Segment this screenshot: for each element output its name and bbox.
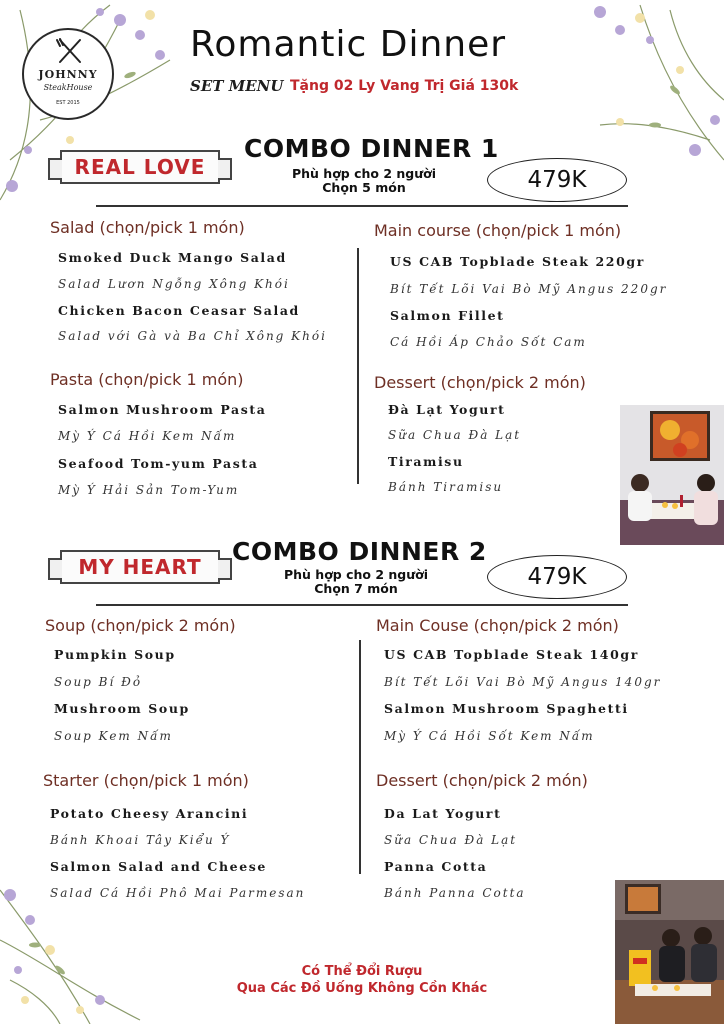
menu-item-vi: Mỳ Ý Hải Sản Tom-Yum: [58, 483, 240, 497]
menu-item-name: Salmon Mushroom Pasta: [58, 402, 267, 417]
combo2-choose: Chọn 7 món: [314, 581, 398, 596]
combo1-choose: Chọn 5 món: [322, 180, 406, 195]
menu-item-name: Đà Lạt Yogurt: [388, 402, 506, 417]
menu-item-vi: Salad Cá Hồi Phô Mai Parmesan: [50, 886, 306, 900]
menu-item-name: Pumpkin Soup: [54, 647, 176, 662]
combo2-main-heading: Main Couse (chọn/pick 2 món): [376, 616, 619, 635]
combo1-title: COMBO DINNER 1: [244, 134, 499, 163]
combo1-subtitle: [264, 167, 464, 195]
gift-offer: Tặng 02 Ly Vang Trị Giá 130k: [290, 78, 519, 94]
couple-dinner-photo: [615, 880, 724, 1024]
divider: [96, 604, 628, 606]
combo1-pasta-heading: Pasta (chọn/pick 1 món): [50, 370, 244, 389]
menu-item-name: US CAB Topblade Steak 220gr: [390, 254, 645, 269]
banner-my-heart: MY HEART: [60, 550, 220, 584]
combo2-title: COMBO DINNER 2: [232, 537, 487, 566]
logo-script: SteakHouse: [43, 83, 93, 92]
combo2-soup-heading: Soup (chọn/pick 2 món): [45, 616, 236, 635]
combo1-main-heading: Main course (chọn/pick 1 món): [374, 221, 622, 240]
combo2-price: 479K: [487, 555, 627, 599]
menu-item-name: Seafood Tom-yum Pasta: [58, 456, 259, 471]
footer-note-line2: Qua Các Đồ Uống Không Cồn Khác: [236, 981, 488, 996]
combo1-dessert-heading: Dessert (chọn/pick 2 món): [374, 373, 586, 392]
combo2-starter-heading: Starter (chọn/pick 1 món): [43, 771, 249, 790]
combo1-salad-heading: Salad (chọn/pick 1 món): [50, 218, 245, 237]
menu-item-name: Salmon Fillet: [390, 308, 505, 323]
menu-item-vi: Bánh Tiramisu: [388, 480, 504, 494]
menu-item-vi: Sữa Chua Đà Lạt: [388, 428, 522, 442]
menu-item-vi: Bít Tết Lõi Vai Bò Mỹ Angus 140gr: [384, 675, 662, 689]
footer-note: [0, 963, 724, 997]
menu-item-vi: Mỳ Ý Cá Hồi Kem Nấm: [58, 429, 237, 443]
menu-item-name: Salmon Salad and Cheese: [50, 859, 267, 874]
menu-item-name: US CAB Topblade Steak 140gr: [384, 647, 639, 662]
menu-item-name: Panna Cotta: [384, 859, 488, 874]
divider: [96, 205, 628, 207]
menu-item-vi: Bánh Khoai Tây Kiểu Ý: [50, 833, 231, 847]
footer-note-line1: Có Thể Đổi Rượu: [301, 964, 423, 979]
logo-brand: JOHNNY: [38, 68, 98, 81]
column-divider: [357, 248, 359, 484]
menu-item-vi: Salad với Gà và Ba Chỉ Xông Khói: [58, 329, 327, 343]
combo2-people: Phù hợp cho 2 người: [283, 567, 428, 582]
menu-item-vi: Soup Kem Nấm: [54, 729, 173, 743]
menu-item-vi: Soup Bí Đỏ: [54, 675, 143, 689]
column-divider: [359, 640, 361, 874]
set-menu-label: SET MENU: [190, 77, 284, 95]
menu-item-vi: Bít Tết Lõi Vai Bò Mỹ Angus 220gr: [390, 282, 668, 296]
menu-item-vi: Sữa Chua Đà Lạt: [384, 833, 518, 847]
floral-decoration-top-right: [580, 0, 724, 170]
logo-est: EST 2015: [56, 100, 80, 106]
banner-real-love: REAL LOVE: [60, 150, 220, 184]
menu-item-vi: Cá Hồi Áp Chảo Sốt Cam: [390, 335, 587, 349]
johnny-steakhouse-logo: [22, 28, 114, 120]
combo2-dessert-heading: Dessert (chọn/pick 2 món): [376, 771, 588, 790]
menu-item-name: Tiramisu: [388, 454, 464, 469]
fork-knife-icon: [24, 38, 116, 64]
couple-dinner-photo: [620, 405, 724, 545]
menu-item-name: Smoked Duck Mango Salad: [58, 250, 287, 265]
menu-item-vi: Bánh Panna Cotta: [384, 886, 526, 900]
combo2-subtitle: [256, 568, 456, 596]
menu-item-vi: Mỳ Ý Cá Hồi Sốt Kem Nấm: [384, 729, 595, 743]
menu-item-name: Mushroom Soup: [54, 701, 190, 716]
menu-item-name: Da Lat Yogurt: [384, 806, 502, 821]
menu-item-name: Chicken Bacon Ceasar Salad: [58, 303, 300, 318]
combo1-people: Phù hợp cho 2 người: [291, 166, 436, 181]
combo1-price: 479K: [487, 158, 627, 202]
menu-item-name: Salmon Mushroom Spaghetti: [384, 701, 629, 716]
page-title: Romantic Dinner: [190, 24, 507, 65]
menu-item-vi: Salad Lươn Ngỗng Xông Khói: [58, 277, 290, 291]
menu-item-name: Potato Cheesy Arancini: [50, 806, 249, 821]
